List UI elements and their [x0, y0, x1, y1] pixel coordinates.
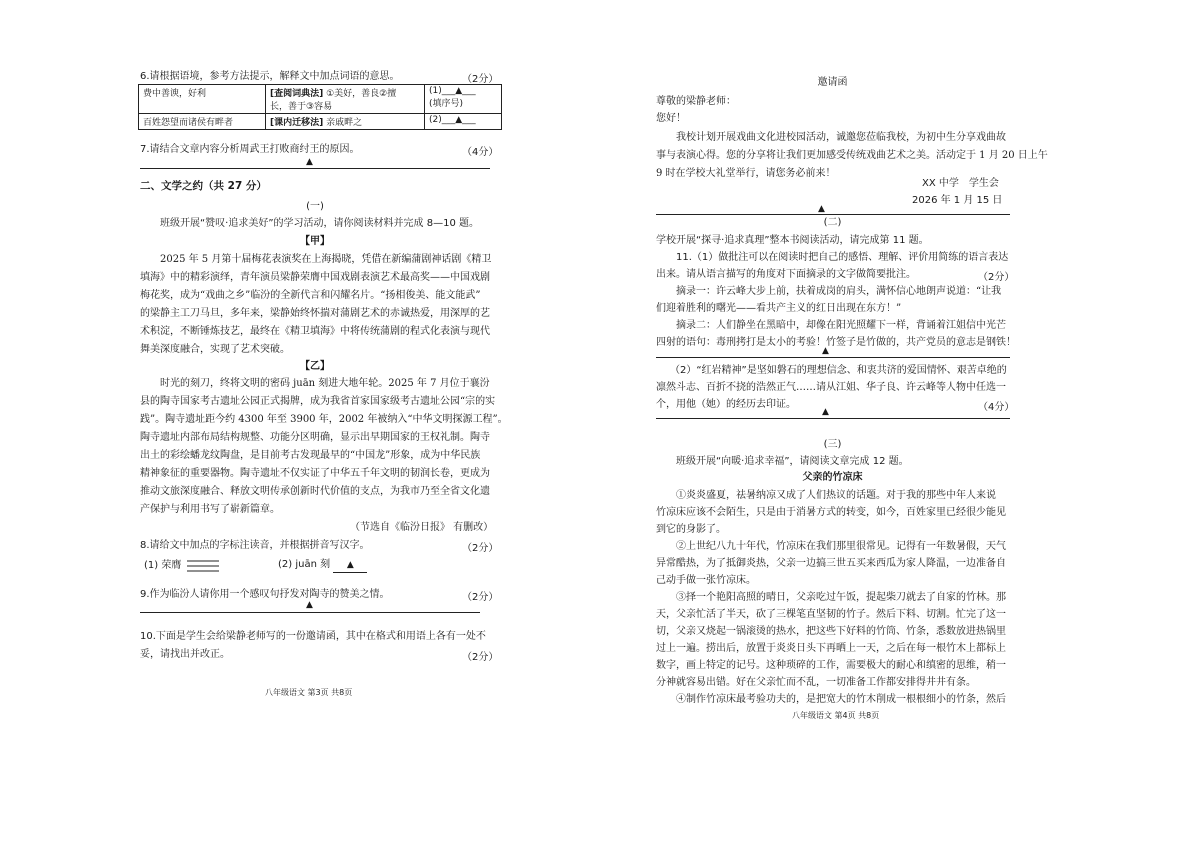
q10-line1: 10.下面是学生会给梁静老师写的一份邀请函，其中在格式和用语上各有一处不	[140, 631, 486, 642]
jia-line-0: 2025 年 5 月第十届梅花表演奖在上海揭晓，凭借在新编蒲剧神话剧《精卫	[160, 254, 492, 265]
q7-answer-line	[140, 168, 490, 169]
q6-answer2: (2)___▲___	[425, 114, 502, 130]
q12-intro: 班级开展“向暖·追求幸福”，请阅读文章完成 12 题。	[676, 456, 909, 467]
yi-line-3: 陶寺遗址内部布局结构规整、功能分区明确，显示出早期国家的王权礼制。陶寺	[140, 432, 490, 443]
q6-answer1: (1)___▲___	[429, 86, 476, 96]
letter-date: 2026 年 1 月 15 日	[912, 195, 1003, 206]
right-page	[600, 0, 1200, 847]
letter-salutation: 尊敬的梁静老师：	[656, 96, 736, 107]
jia-line-5: 舞美深度融合，实现了艺术突破。	[140, 344, 290, 355]
q12-line-4: 异常酷热，为了抵御炎热，父亲一边搞三世五买来西瓜为家人降温，一边准备自	[656, 558, 1006, 569]
jia-line-2: 梅花奖，成为“戏曲之乡”临汾的全新代言和闪耀名片。“扬相俊美、能文能武”	[140, 290, 481, 301]
q11-ex2-line2: 四射的语句：毒刑拷打是太小的考验！竹签子是竹做的，共产党员的意志是钢铁！	[656, 337, 1016, 348]
q11-ex2-line1: 摘录二：人们静坐在黑暗中，却像在阳光照耀下一样，背诵着江姐信中光芒	[676, 320, 1006, 331]
section2-title: 二、文学之约（共 27 分）	[140, 180, 267, 192]
q11-p1-line1: 11.（1）做批注可以在阅读时把自己的感悟、理解、评价用简练的语言表达	[676, 252, 1009, 263]
q6-row1-method-text-a: ①美好，善良②擅	[326, 89, 397, 99]
q6-row1-method-text-b: 长，善于③容易	[270, 102, 333, 112]
yi-line-7: 产保护与利用书写了崭新篇章。	[140, 504, 280, 515]
q11-p1-line2: 出来。请从语言描写的角度对下面摘录的文字做简要批注。	[656, 269, 916, 280]
q12-line-8: 切，父亲又烧起一锅滚烫的热水，把这些下好料的竹筒、竹条，悉数放进热锅里	[656, 626, 1006, 637]
q9-prompt: 9.作为临汾人请你用一个感叹句抒发对陶寺的赞美之情。	[140, 589, 390, 600]
q6-row2-method-label: [课内迁移法]	[270, 118, 324, 128]
q8-item2	[278, 558, 367, 573]
section-sub2: (二)	[823, 217, 842, 228]
q12-line-12: ④制作竹凉床最考验功夫的，是把宽大的竹木削成一根根细小的竹条，然后	[676, 694, 1006, 705]
q11-p2-line1: （2）“红岩精神”是坚如磐石的理想信念、和衷共济的爱国情怀、艰苦卓绝的	[670, 365, 1007, 376]
yi-line-5: 精神象征的重要器物。陶寺遗址不仅实证了中华五千年文明的韧润长卷，更成为	[140, 468, 490, 479]
q6-row2-method	[266, 114, 425, 130]
q11-p1-answer-mark: ▲	[822, 346, 829, 356]
q8-prompt: 8.请给文中加点的字标注读音，并根据拼音写汉字。	[140, 540, 370, 551]
section-sub3: (三)	[823, 439, 842, 450]
letter-body-1: 事与表演心得。您的分享将让我们更加感受传统戏曲艺术之美。活动定于 1 月 20 日上午	[656, 150, 1048, 161]
q12-line-5: 己动手做一张竹凉床。	[656, 575, 756, 586]
section2-intro: 班级开展“赞叹·追求美好”的学习活动，请你阅读材料并完成 8—10 题。	[160, 218, 479, 229]
letter-body-0: 我校计划开展戏曲文化进校园活动，诚邀您莅临我校，为初中生分享戏曲故	[676, 132, 1006, 143]
q9-score: （2分）	[462, 592, 499, 603]
q11-p2-answer-mark: ▲	[822, 407, 829, 417]
q12-line-7: 天，父亲忙活了半天，砍了三棵笔直坚韧的竹子。然后下料、切割。忙完了这一	[656, 609, 1006, 620]
q7-answer-mark: ▲	[306, 157, 313, 167]
q10-score: （2分）	[462, 652, 499, 663]
letter-title: 邀请函	[817, 77, 848, 88]
q12-line-3: ②上世纪八九十年代，竹凉床在我们那里很常见。记得有一年数暑假，天气	[676, 541, 1006, 552]
yi-line-1: 县的陶寺国家考古遗址公园正式揭牌，成为我省首家国家级考古遗址公园“宗的实	[140, 396, 496, 407]
q11-p2-line3: 个，用他（她）的经历去印证。	[656, 399, 796, 410]
q8-item2-mark: ▲	[333, 559, 367, 573]
q6-row2-method-text: 亲戚畔之	[326, 118, 363, 128]
jia-line-4: 术积淀，不断锤炼技艺，最终在《精卫填海》中将传统蒲剧的程式化表演与现代	[140, 326, 490, 337]
q8-item2-label: (2) juān 刻	[278, 559, 331, 570]
q12-line-10: 数字，画上特定的记号。这种琐碎的工作，需要极大的耐心和缜密的思维，稍一	[656, 660, 1006, 671]
q11-ex1-line1: 摘录一：许云峰大步上前，扶着成岗的肩头，满怀信心地朗声说道：“让我	[676, 286, 1002, 297]
q9-answer-mark: ▲	[306, 600, 313, 610]
right-footer: 八年级语文 第4页 共8页	[792, 711, 880, 720]
q6-prompt: 6.请根据语境，参考方法提示，解释文中加点词语的意思。	[140, 71, 400, 82]
q7-prompt: 7.请结合文章内容分析周武王打败商纣王的原因。	[140, 144, 360, 155]
q6-row1-method	[266, 85, 425, 114]
q11-ex1-line2: 们迎着胜利的曙光——看共产主义的红日出现在东方！”	[656, 303, 902, 314]
letter-body-2: 9 时在学校大礼堂举行，请您务必前来！	[656, 168, 836, 179]
q10-line2: 妥，请找出并改正。	[140, 649, 230, 660]
q12-line-2: 到它的身影了。	[656, 524, 726, 535]
q12-line-1: 竹凉床应该不会陌生，只是由于消暑方式的转变，如今，百姓家里已经很少能见	[656, 507, 1006, 518]
q6-row1-answer	[425, 85, 502, 114]
yi-title: 【乙】	[300, 361, 330, 372]
yi-line-6: 推动文旅深度融合、释放文明传承创新时代价值的支点，为我市乃至全省文化遗	[140, 486, 490, 497]
q6-row2-context: 百姓怨望而诸侯有畔者	[139, 114, 266, 130]
jia-line-3: 的梁静主工刀马旦，多年来，梁静始终怀揣对蒲剧艺术的赤诚热爱，用深厚的艺	[140, 308, 490, 319]
jia-title: 【甲】	[300, 236, 330, 247]
q6-answer1-note: (填序号)	[429, 99, 464, 109]
letter-answer-line	[656, 214, 1010, 215]
q11-p2-line2: 凛然斗志、百折不挠的浩然正气……请从江姐、华子良、许云峰等人物中任选一	[656, 382, 1006, 393]
q11-p1-score: （2分）	[978, 272, 1015, 283]
q12-line-9: 过上一遍。捞出后，放置于炎炎日头下再晒上一天，之后在每一根竹木上都标上	[656, 643, 1006, 654]
yi-source: （节选自《临汾日报》 有删改）	[350, 522, 494, 533]
q11-p2-answer-line	[656, 418, 1010, 419]
q8-item1-blank	[185, 558, 219, 572]
q6-row1-context: 费中善谀，好利	[139, 85, 266, 114]
letter-sender: XX 中学 学生会	[922, 178, 999, 189]
q12-line-11: 分神就容易出错。好在父亲忙而不乱，一切准备工作都安排得井井有条。	[656, 677, 976, 688]
q7-score: （4分）	[462, 147, 499, 158]
q6-table	[138, 84, 502, 130]
yi-line-2: 践”。陶寺遗址距今约 4300 年至 3900 年，2002 年被纳入“中华文明探源工程”。	[140, 414, 508, 425]
section2-sub1: (一)	[306, 201, 324, 212]
q6-row1-method-label: [查阅词典法]	[270, 89, 324, 99]
q11-intro: 学校开展“探寻·追求真理”整本书阅读活动，请完成第 11 题。	[656, 235, 929, 246]
q11-p1-answer-line	[656, 357, 1010, 358]
q12-article-title: 父亲的竹凉床	[802, 472, 863, 483]
q6-score: （2分）	[462, 74, 499, 85]
q9-answer-line	[140, 612, 480, 613]
yi-line-0: 时光的刻刀，终将文明的密码 juān 刻进大地年轮。2025 年 7 月位于襄汾	[160, 378, 490, 389]
letter-answer-mark: ▲	[818, 204, 825, 214]
jia-line-1: 填海》中的精彩演绎，青年演员梁静荣膺中国戏剧表演艺术最高奖——中国戏剧	[140, 272, 490, 283]
q8-score: （2分）	[462, 543, 499, 554]
letter-greeting: 您好！	[656, 113, 686, 124]
yi-line-4: 出土的彩绘蟠龙纹陶盘，是目前考古发现最早的“中国龙”形象，成为中华民族	[140, 450, 481, 461]
q12-line-0: ①炎炎盛夏，祛暑纳凉又成了人们热议的话题。对于我的那些中年人来说	[676, 490, 996, 501]
q12-line-6: ③择一个艳阳高照的晴日，父亲吃过午饭，提起柴刀就去了自家的竹林。那	[676, 592, 1006, 603]
left-footer: 八年级语文 第3页 共8页	[265, 688, 353, 697]
q8-item1	[144, 558, 219, 572]
q11-p2-score: （4分）	[978, 402, 1015, 413]
q8-item1-label: (1) 荣膺	[144, 560, 182, 571]
